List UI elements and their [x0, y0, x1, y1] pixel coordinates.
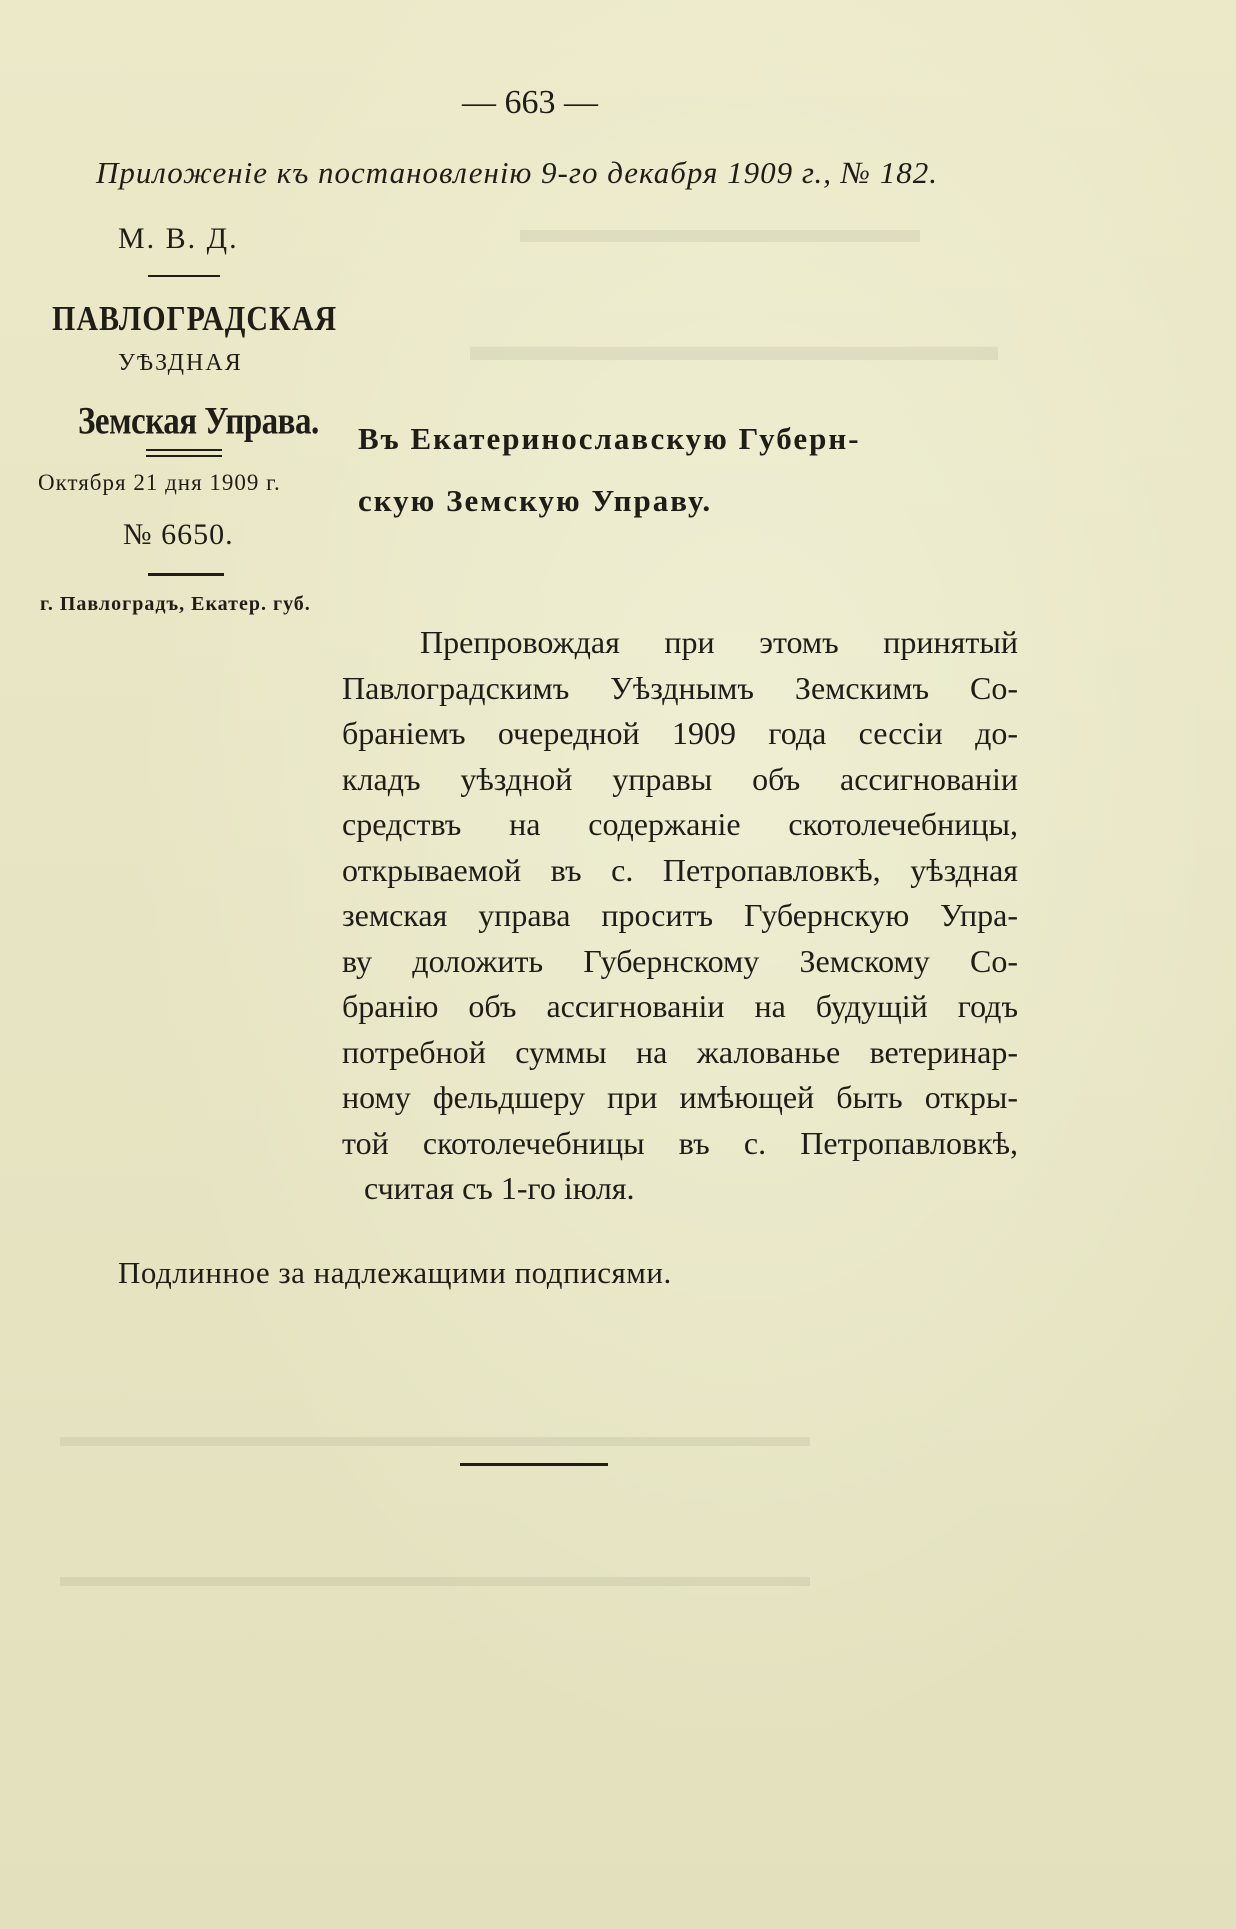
double-rule-bottom [146, 455, 222, 457]
addressee-line: скую Земскую Управу. [358, 483, 713, 518]
attachment-note: Приложенie къ постановленiю 9-го декабря 1909 г., № 182. [96, 155, 939, 190]
divider-rule [148, 275, 220, 277]
double-rule-top [146, 449, 222, 451]
body-line: считая съ 1-го iюля. [364, 1170, 635, 1206]
letter-body [342, 620, 1018, 1212]
body-line: Павлоградскимъ Уѣзднымъ Земскимъ Со- [342, 669, 1018, 706]
body-line: кладъ уѣздной управы объ ассигнованiи [342, 760, 1018, 797]
city-line: г. Павлоградъ, Екатер. губ. [40, 593, 311, 615]
bleed-through-texture: ▬▬▬▬▬▬▬▬▬▬ [520, 206, 920, 251]
board-district: УѢЗДНАЯ [118, 350, 243, 376]
page-number: — 663 — [462, 84, 598, 121]
body-line: Препровождая при этомъ принятый [420, 624, 1018, 660]
closing-note: Подлинное за надлежащими подписями. [118, 1255, 672, 1290]
body-line: открываемой въ с. Петропавловкѣ, уѣздная [342, 851, 1018, 888]
bleed-through-texture: ▬▬▬▬▬▬▬▬▬▬▬▬ [470, 321, 998, 370]
body-line: средствъ на содержанiе скотолечебницы, [342, 806, 1018, 842]
ministry-abbreviation: М. В. Д. [118, 222, 239, 255]
bleed-through-texture: ▬▬▬▬▬▬▬▬▬▬▬▬▬▬▬▬▬▬▬▬▬▬▬▬▬ [60, 1420, 810, 1453]
board-type: Земская Управа. [78, 400, 319, 444]
document-date: Октября 21 дня 1909 г. [38, 470, 281, 495]
body-line: той скотолечебницы въ с. Петропавловкѣ, [342, 1124, 1018, 1161]
divider-rule [148, 573, 224, 576]
body-line: ному фельдшеру при имѣющей быть откры- [342, 1079, 1018, 1115]
addressee-line: Въ Екатеринославскую Губерн- [358, 421, 861, 456]
body-line: земская управа проситъ Губернскую Упра- [342, 897, 1018, 933]
end-rule [460, 1463, 608, 1466]
board-name: ПАВЛОГРАДСКАЯ [52, 300, 338, 338]
document-number: № 6650. [123, 518, 234, 551]
addressee-block [358, 408, 1018, 532]
body-line: бранiемъ очередной 1909 года сессiи до- [342, 715, 1018, 751]
bleed-through-texture: ▬▬▬▬▬▬▬▬▬▬▬▬▬▬▬▬▬▬▬▬▬▬▬▬▬ [60, 1560, 810, 1593]
body-line: потребной суммы на жалованье ветеринар- [342, 1033, 1018, 1070]
body-line: ву доложить Губернскому Земскому Со- [342, 942, 1018, 979]
body-line: бранiю объ ассигнованiи на будущiй годъ [342, 988, 1018, 1024]
